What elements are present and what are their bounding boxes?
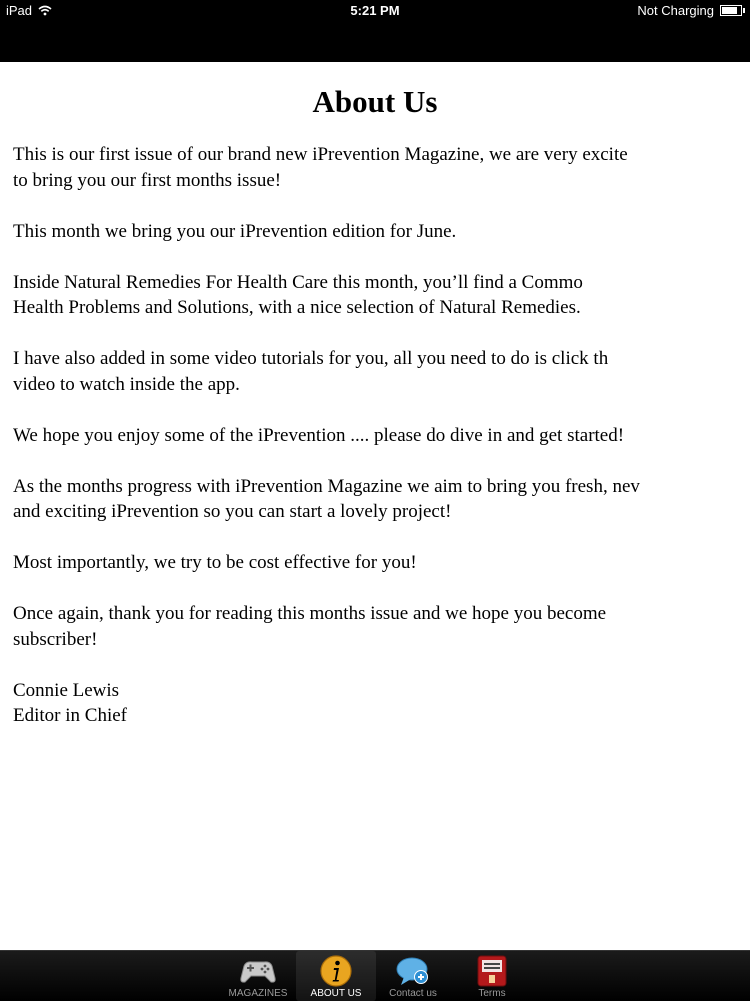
chat-bubble-icon bbox=[393, 954, 433, 988]
tab-label: MAGAZINES bbox=[228, 988, 288, 999]
text-line: Once again, thank you for reading this months issue and we hope you become bbox=[13, 603, 607, 624]
text-line: This month we bring you our iPrevention edition for June. bbox=[13, 220, 457, 242]
text-line: Inside Natural Remedies For Health Care this month, you’ll find a Commo bbox=[13, 271, 583, 293]
paragraph bbox=[13, 270, 750, 321]
tab-contact-us[interactable] bbox=[373, 951, 453, 1001]
text-line: This is our first issue of our brand new iPrevention Magazine, we are very excite bbox=[13, 144, 628, 165]
text-line: We hope you enjoy some of the iPrevention .... please do dive in and get started! bbox=[13, 424, 625, 446]
about-content[interactable] bbox=[0, 62, 750, 950]
signature bbox=[13, 678, 750, 729]
text-line: to bring you our first months issue! bbox=[13, 169, 282, 191]
info-icon bbox=[316, 954, 356, 988]
text-line: I have also added in some video tutorials for you, all you need to do is click th bbox=[13, 348, 609, 369]
text-line: As the months progress with iPrevention Magazine we aim to bring you fresh, nev bbox=[13, 475, 640, 497]
document-icon bbox=[472, 954, 512, 988]
text-line: Most importantly, we try to be cost effective for you! bbox=[13, 552, 417, 573]
paragraph bbox=[13, 346, 750, 397]
text-line: Health Problems and Solutions, with a nice selection of Natural Remedies. bbox=[13, 297, 581, 318]
text-line: video to watch inside the app. bbox=[13, 373, 240, 395]
page-title: About Us bbox=[312, 84, 438, 119]
tab-label: Terms bbox=[478, 988, 506, 999]
paragraph bbox=[13, 474, 750, 525]
paragraph bbox=[13, 142, 750, 193]
paragraph bbox=[13, 219, 750, 245]
battery-icon bbox=[720, 5, 742, 16]
tab-terms[interactable] bbox=[452, 951, 532, 1001]
tab-label: ABOUT US bbox=[310, 988, 362, 999]
paragraph bbox=[13, 601, 750, 652]
tab-magazines[interactable] bbox=[218, 951, 298, 1001]
tab-label: Contact us bbox=[389, 988, 437, 999]
battery-status: Not Charging bbox=[637, 3, 714, 18]
text-line: and exciting iPrevention so you can start a lovely project! bbox=[13, 501, 452, 522]
battery-level bbox=[722, 7, 737, 14]
signature-name: Connie Lewis bbox=[13, 679, 120, 701]
tab-bar bbox=[0, 950, 750, 1001]
status-time: 5:21 PM bbox=[350, 3, 400, 18]
signature-role: Editor in Chief bbox=[13, 705, 127, 726]
device-name: iPad bbox=[6, 3, 33, 18]
paragraph bbox=[13, 550, 750, 576]
tab-about-us[interactable] bbox=[296, 951, 376, 1001]
status-bar bbox=[0, 0, 750, 62]
status-right bbox=[637, 3, 742, 18]
paragraph bbox=[13, 423, 750, 449]
text-line: subscriber! bbox=[13, 628, 98, 650]
body-text bbox=[0, 142, 750, 729]
gamepad-icon bbox=[238, 954, 278, 988]
